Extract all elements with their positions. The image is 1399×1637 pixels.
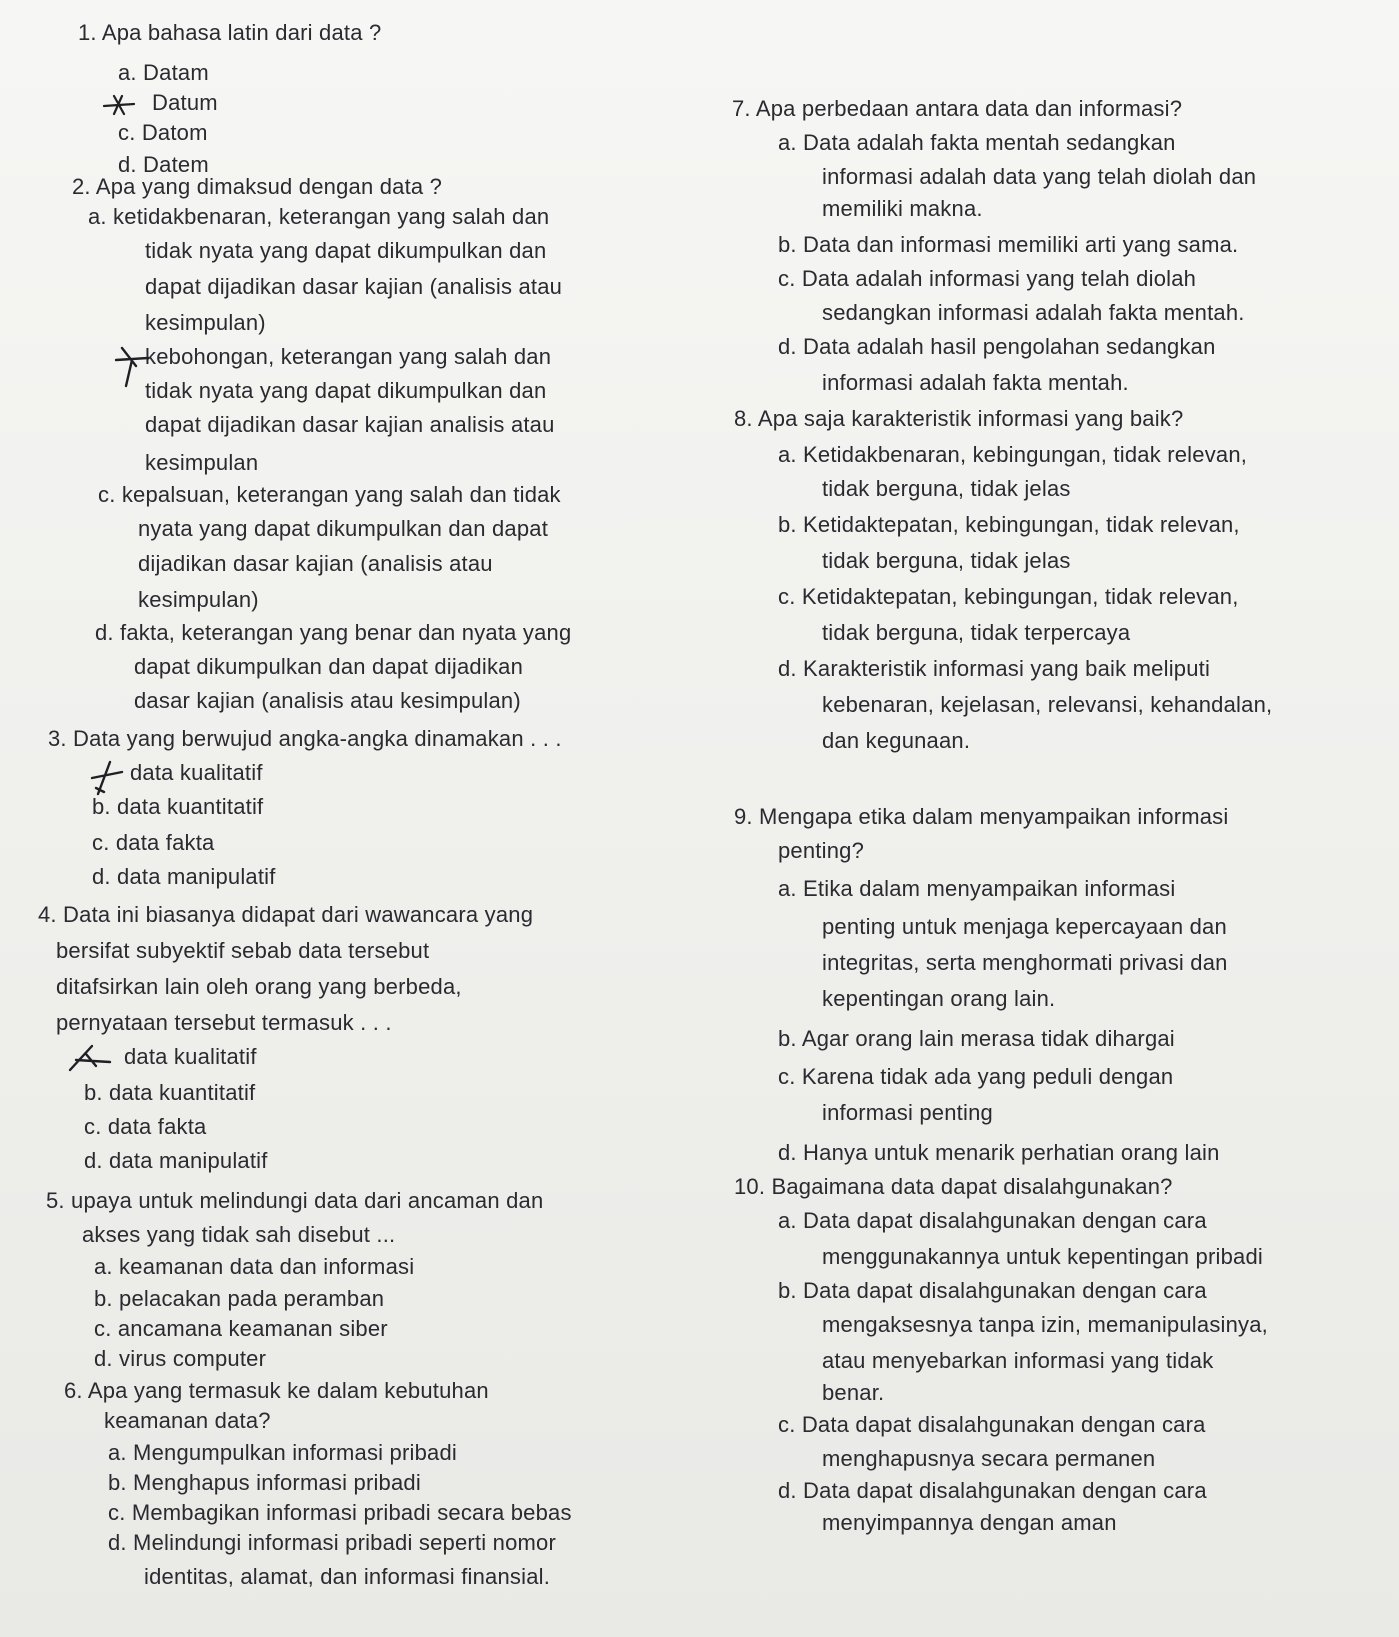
question-4-line-3: ditafsirkan lain oleh orang yang berbeda, <box>56 974 462 999</box>
question-4-option-a: data kualitatif <box>124 1044 257 1069</box>
question-10-option-b-line-4: benar. <box>822 1380 885 1405</box>
question-2-option-d-line-1: d. fakta, keterangan yang benar dan nyata yang <box>95 620 572 645</box>
question-7-option-c-line-1: c. Data adalah informasi yang telah diolah <box>778 266 1197 291</box>
question-9-option-a-line-3: integritas, serta menghormati privasi dan <box>822 950 1228 975</box>
question-2-option-c-line-3: dijadikan dasar kajian (analisis atau <box>138 551 493 576</box>
question-2-option-b-line-1: kebohongan, keterangan yang salah dan <box>145 344 552 369</box>
question-2-option-d-line-3: dasar kajian (analisis atau kesimpulan) <box>134 688 521 713</box>
question-2-option-c-line-4: kesimpulan) <box>138 587 259 612</box>
question-10-option-b-line-1: b. Data dapat disalahgunakan dengan cara <box>778 1278 1207 1303</box>
question-10-option-c-line-1: c. Data dapat disalahgunakan dengan cara <box>778 1412 1206 1437</box>
question-3-option-d: d. data manipulatif <box>92 864 276 889</box>
question-10-option-d-line-1: d. Data dapat disalahgunakan dengan cara <box>778 1478 1207 1503</box>
question-8-option-c-line-1: c. Ketidaktepatan, kebingungan, tidak relevan, <box>778 584 1239 609</box>
question-2-option-c-line-2: nyata yang dapat dikumpulkan dan dapat <box>138 516 549 541</box>
question-2-option-a-line-1: a. ketidakbenaran, keterangan yang salah dan <box>88 204 550 229</box>
question-10-option-b-line-3: atau menyebarkan informasi yang tidak <box>822 1348 1214 1373</box>
question-7-option-a-line-2: informasi adalah data yang telah diolah dan <box>822 164 1257 189</box>
question-8-text: 8. Apa saja karakteristik informasi yang baik? <box>734 406 1184 431</box>
question-1-option-a: a. Datam <box>118 60 209 85</box>
question-6-option-b: b. Menghapus informasi pribadi <box>108 1470 421 1495</box>
question-6-option-d-line-2: identitas, alamat, dan informasi finansial. <box>144 1564 551 1589</box>
question-7-option-a-line-1: a. Data adalah fakta mentah sedangkan <box>778 130 1176 155</box>
question-2-option-a-line-4: kesimpulan) <box>145 310 266 335</box>
question-4-line-1: 4. Data ini biasanya didapat dari wawancara yang <box>38 902 534 927</box>
question-9-option-d: d. Hanya untuk menarik perhatian orang lain <box>778 1140 1220 1165</box>
question-9-option-a-line-1: a. Etika dalam menyampaikan informasi <box>778 876 1176 901</box>
question-5-option-b: b. pelacakan pada peramban <box>94 1286 385 1311</box>
question-5-line-2: akses yang tidak sah disebut ... <box>82 1222 396 1247</box>
question-9-option-c-line-1: c. Karena tidak ada yang peduli dengan <box>778 1064 1174 1089</box>
question-10-text: 10. Bagaimana data dapat disalahgunakan? <box>734 1174 1173 1199</box>
question-8-option-d-line-2: kebenaran, kejelasan, relevansi, kehandalan, <box>822 692 1273 717</box>
question-9-option-b: b. Agar orang lain merasa tidak dihargai <box>778 1026 1175 1051</box>
question-7-text: 7. Apa perbedaan antara data dan informasi? <box>732 96 1183 121</box>
question-3-option-c: c. data fakta <box>92 830 215 855</box>
question-6-option-d-line-1: d. Melindungi informasi pribadi seperti nomor <box>108 1530 556 1555</box>
question-4-line-2: bersifat subyektif sebab data tersebut <box>56 938 430 963</box>
question-4-option-c: c. data fakta <box>84 1114 207 1139</box>
question-10-option-c-line-2: menghapusnya secara permanen <box>822 1446 1156 1471</box>
question-2-text: 2. Apa yang dimaksud dengan data ? <box>72 174 443 199</box>
question-5-line-1: 5. upaya untuk melindungi data dari ancaman dan <box>46 1188 544 1213</box>
question-6-line-2: keamanan data? <box>104 1408 271 1433</box>
question-9-option-c-line-2: informasi penting <box>822 1100 993 1125</box>
question-7-option-d-line-1: d. Data adalah hasil pengolahan sedangkan <box>778 334 1216 359</box>
question-1-text: 1. Apa bahasa latin dari data ? <box>78 20 382 45</box>
question-3-option-b: b. data kuantitatif <box>92 794 264 819</box>
question-6-line-1: 6. Apa yang termasuk ke dalam kebutuhan <box>64 1378 489 1403</box>
question-8-option-a-line-2: tidak berguna, tidak jelas <box>822 476 1071 501</box>
question-6-option-a: a. Mengumpulkan informasi pribadi <box>108 1440 457 1465</box>
question-8-option-d-line-1: d. Karakteristik informasi yang baik meliputi <box>778 656 1211 681</box>
question-2-option-b-line-4: kesimpulan <box>145 450 259 475</box>
question-1-option-c: c. Datom <box>118 120 208 145</box>
question-2-option-a-line-3: dapat dijadikan dasar kajian (analisis atau <box>145 274 563 299</box>
question-7-option-d-line-2: informasi adalah fakta mentah. <box>822 370 1129 395</box>
question-3-text: 3. Data yang berwujud angka-angka dinamakan . . . <box>48 726 562 751</box>
question-4-option-d: d. data manipulatif <box>84 1148 268 1173</box>
question-7-option-b: b. Data dan informasi memiliki arti yang sama. <box>778 232 1239 257</box>
question-1-option-d: d. Datem <box>118 152 209 177</box>
question-9-line-2: penting? <box>778 838 865 863</box>
question-7-option-a-line-3: memiliki makna. <box>822 196 983 221</box>
question-5-option-c: c. ancamana keamanan siber <box>94 1316 388 1341</box>
question-8-option-c-line-2: tidak berguna, tidak terpercaya <box>822 620 1131 645</box>
question-8-option-d-line-3: dan kegunaan. <box>822 728 971 753</box>
question-9-option-a-line-4: kepentingan orang lain. <box>822 986 1056 1011</box>
question-2-option-d-line-2: dapat dikumpulkan dan dapat dijadikan <box>134 654 524 679</box>
question-10-option-a-line-2: menggunakannya untuk kepentingan pribadi <box>822 1244 1263 1269</box>
question-3-option-a: data kualitatif <box>130 760 263 785</box>
question-8-option-a-line-1: a. Ketidakbenaran, kebingungan, tidak relevan, <box>778 442 1248 467</box>
question-10-option-d-line-2: menyimpannya dengan aman <box>822 1510 1117 1535</box>
question-9-option-a-line-2: penting untuk menjaga kepercayaan dan <box>822 914 1227 939</box>
question-4-line-4: pernyataan tersebut termasuk . . . <box>56 1010 392 1035</box>
question-8-option-b-line-1: b. Ketidaktepatan, kebingungan, tidak relevan, <box>778 512 1240 537</box>
question-5-option-a: a. keamanan data dan informasi <box>94 1254 415 1279</box>
question-1-option-b: Datum <box>152 90 218 115</box>
question-2-option-c-line-1: c. kepalsuan, keterangan yang salah dan tidak <box>98 482 561 507</box>
question-10-option-b-line-2: mengaksesnya tanpa izin, memanipulasinya, <box>822 1312 1268 1337</box>
question-8-option-b-line-2: tidak berguna, tidak jelas <box>822 548 1071 573</box>
question-9-line-1: 9. Mengapa etika dalam menyampaikan informasi <box>734 804 1229 829</box>
question-5-option-d: d. virus computer <box>94 1346 267 1371</box>
question-2-option-b-line-2: tidak nyata yang dapat dikumpulkan dan <box>145 378 547 403</box>
question-2-option-b-line-3: dapat dijadikan dasar kajian analisis atau <box>145 412 555 437</box>
question-10-option-a-line-1: a. Data dapat disalahgunakan dengan cara <box>778 1208 1207 1233</box>
question-2-option-a-line-2: tidak nyata yang dapat dikumpulkan dan <box>145 238 547 263</box>
question-4-option-b: b. data kuantitatif <box>84 1080 256 1105</box>
question-7-option-c-line-2: sedangkan informasi adalah fakta mentah. <box>822 300 1245 325</box>
question-6-option-c: c. Membagikan informasi pribadi secara bebas <box>108 1500 572 1525</box>
